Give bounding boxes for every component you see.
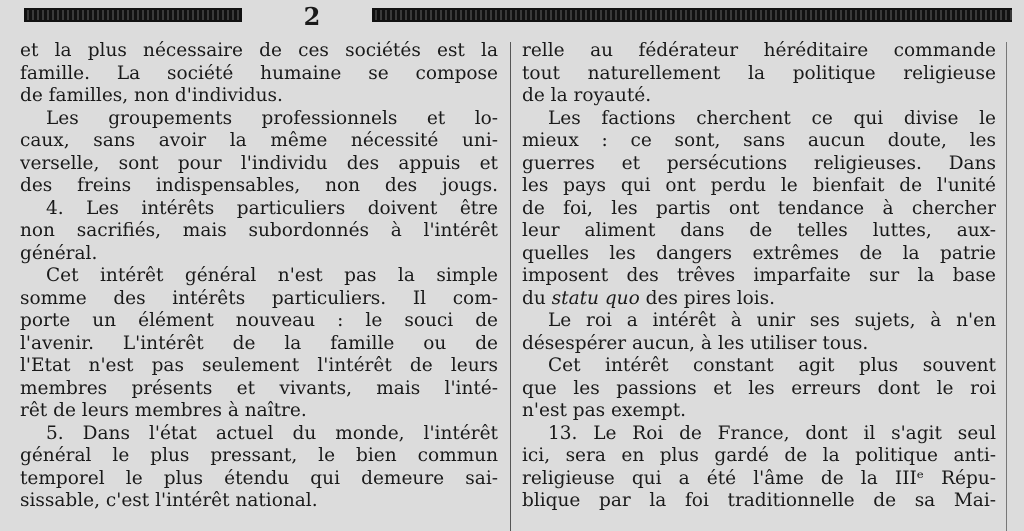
text-line: guerres et persécutions religieuses. Dans (522, 152, 996, 174)
column-divider (510, 42, 511, 531)
text-line: de familles, non d'individus. (20, 85, 283, 106)
header-rule-right (372, 8, 1012, 22)
text-line: tout naturellement la politique religieuse (522, 62, 996, 84)
text-line: n'est pas exempt. (522, 400, 687, 421)
text-line: non sacrifiés, mais subordonnés à l'intérêt (20, 220, 498, 241)
text-line: temporel le plus étendu qui demeure sai- (20, 467, 498, 489)
text-line: du statu quo des pires lois. (522, 287, 776, 309)
text-line: général le plus pressant, le bien commun (20, 445, 498, 466)
text-line: Les groupements professionnels et lo- (46, 107, 498, 129)
text-line: somme des intérêts particuliers. Il com- (20, 287, 498, 309)
page-number: 2 (303, 2, 321, 31)
text-line: l'avenir. L'intérêt de la famille ou de (20, 332, 498, 354)
text-line: quelles les dangers extrêmes de la patrie (522, 242, 996, 264)
text-line: sissable, c'est l'intérêt national. (20, 490, 318, 511)
text-line: mieux : ce sont, sans aucun doute, les (522, 130, 996, 151)
text-line: porte un élément nouveau : le souci de (20, 310, 498, 331)
text-line: 13. Le Roi de France, dont il s'agit seul (548, 422, 996, 444)
text-line: ici, sera en plus gardé de la politique anti- (522, 445, 996, 466)
text-line: Cet intérêt général n'est pas la simple (46, 265, 498, 286)
text-line: que les passions et les erreurs dont le roi (522, 377, 996, 399)
text-line: l'Etat n'est pas seulement l'intérêt de leurs (20, 355, 498, 376)
right-edge-rule (1006, 42, 1007, 531)
text-line: 4. Les intérêts particuliers doivent être (46, 197, 498, 219)
text-line: leur aliment dans de telles luttes, aux- (522, 220, 996, 241)
text-line: rêt de leurs membres à naître. (20, 400, 307, 421)
text-line: verselle, sont pour l'individu des appuis et (20, 152, 498, 174)
text-line: membres présents et vivants, mais l'inté- (20, 377, 498, 399)
text-line: général. (20, 242, 98, 264)
text-line: désespérer aucun, à les utiliser tous. (522, 332, 869, 354)
text-line: de foi, les partis ont tendance à chercher (522, 197, 996, 219)
text-line: Le roi a intérêt à unir ses sujets, à n'en (548, 310, 996, 331)
text-line: famille. La société humaine se compose (20, 62, 498, 84)
text-line: religieuse qui a été l'âme de la IIIᵉ Répu- (522, 467, 996, 489)
text-line: Cet intérêt constant agit plus souvent (548, 355, 996, 376)
text-line: relle au fédérateur héréditaire commande (522, 40, 996, 61)
text-line: Les factions cherchent ce qui divise le (548, 107, 996, 129)
right-column (522, 40, 996, 531)
header-rule-left (24, 8, 242, 22)
text-line: imposent des trêves imparfaite sur la base (522, 265, 996, 286)
text-line: caux, sans avoir la même nécessité uni- (20, 130, 498, 151)
text-line: blique par la foi traditionnelle de sa Mai- (522, 490, 996, 511)
text-line: les pays qui ont perdu le bienfait de l'unité (522, 175, 996, 196)
text-line: de la royauté. (522, 85, 652, 106)
left-column (20, 40, 498, 531)
text-line: des freins indispensables, non des jougs. (20, 175, 498, 196)
text-line: et la plus nécessaire de ces sociétés est la (20, 40, 498, 61)
text-line: 5. Dans l'état actuel du monde, l'intérêt (46, 422, 498, 444)
